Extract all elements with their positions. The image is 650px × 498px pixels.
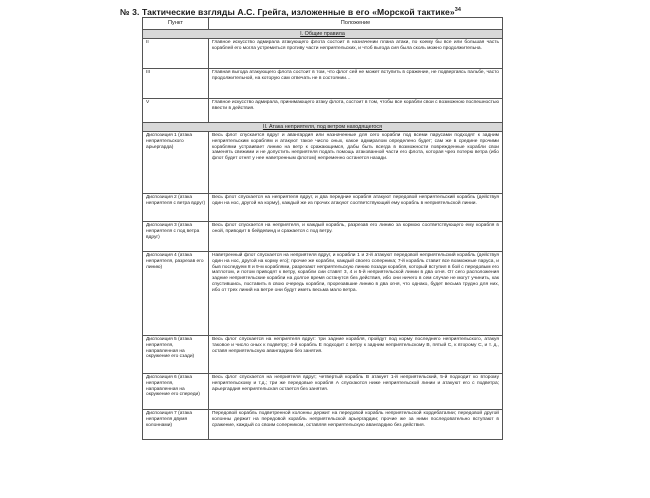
point-cell: III <box>143 69 209 99</box>
point-cell: Диспозиция 2 (атака неприятеля с ветра вдруг) <box>143 194 209 222</box>
table-header-row <box>143 18 503 30</box>
section-title: II. Атака неприятеля, под ветром находящегося <box>262 124 383 130</box>
table-row <box>143 252 503 336</box>
table-row <box>143 222 503 252</box>
header-point: Пункт <box>143 18 209 30</box>
position-cell: Главное искусство адмирала, принимающего атаку флота, состоит в том, чтобы все корабли свои с возможною поспешностью ввести в действия. <box>209 99 503 123</box>
table-row <box>143 410 503 440</box>
document-page <box>120 4 532 440</box>
point-cell: Диспозиция 4 (атака неприятеля, разрезав его линию) <box>143 252 209 336</box>
point-cell: II <box>143 39 209 69</box>
section-row <box>143 123 503 132</box>
point-cell: Диспозиция 7 (атака неприятеля двумя колоннами) <box>143 410 209 440</box>
caption-footnote-number: 34 <box>454 7 462 13</box>
position-cell: Весь флот спускается на неприятеля вдруг; четвертый корабль В атакует 1-й неприятельский, 5-й подходит ко второму неприятельскому и т.д.; три же передовые корабля А спускаются ниже неприятельской линии и атакуют его с подветра; арьергардия неприятельская остается без занятия. <box>209 374 503 410</box>
point-cell: Диспозиция 6 (атака неприятеля, направленная на окружение его спереди) <box>143 374 209 410</box>
table-row <box>143 132 503 194</box>
caption-text: № 3. Тактические взгляды А.С. Грейга, изложенные в его «Морской тактике» <box>120 6 455 17</box>
position-cell: Наветренный флот спускается на неприятеля вдруг, и корабли 1 и 2-й атакуют передовой неприятельский корабль (действуя один на нос, другой на корму его); прочие же корабли, каждый своего соперника; 7-й корабль ставит все возможные паруса, и быв последуем 8 и 9-м кораблями, разрезают неприятельскую линию позади корабля, который вступил в бой с передовым его матлотом, и потом приводят к ветру, корабли сии ставят 3, 4 и 5-й неприятельской линии в два огня. От сего расположения задние неприятельские корабли на долгое время останутся без действия, ибо они ничего в сем случае не могут учинить, как спустившись, поставить в свою очередь корабли, прорезавшие линию в два огня, что однако, будет весьма трудно для них, ибо от трех линий на ветре они будут иметь весьма мало ветра. <box>209 252 503 336</box>
table-row <box>143 374 503 410</box>
table-row <box>143 39 503 69</box>
point-cell: Диспозиция 5 (атака неприятеля, направленная на окружение его сзади) <box>143 336 209 374</box>
position-cell: Весь флот спускается вдруг и авангардия или назначенные для сего корабли под всеми парусами подходят к задним неприятельским кораблям и атакуют такое число оных, какое адмиралом определено будет; сам же в средине прочими кораблями устраивает линию на ветр к сражающимся, дабы быть всегда в возможности поврежденные корабли свои заменять свежими и не допустить неприятеля подать помощь атакованной части его флота, которая чрез потерю ветра (ибо флот будет отнят у нее наветренным флотом) непременно останется назади. <box>209 132 503 194</box>
position-cell: Передовой корабль подветренной колонны держит на передовой корабль неприятельской кордебаталии; передовой другой колонны держит на передовой корабль неприятельской арьергардии; прочие же за ними последовательно вступают в сражение, каждый со своим соперником, оставляя неприятельскую авангардию без действия. <box>209 410 503 440</box>
table-row <box>143 99 503 123</box>
section-row <box>143 30 503 39</box>
table-row <box>143 336 503 374</box>
point-cell: Диспозиция 3 (атака неприятеля с под ветра вдруг) <box>143 222 209 252</box>
table-row <box>143 194 503 222</box>
table-row <box>143 69 503 99</box>
section-heading <box>143 30 503 39</box>
document-caption <box>120 4 532 17</box>
point-cell: Диспозиция 1 (атака неприятельского арьергарда) <box>143 132 209 194</box>
position-cell: Весь флот спускается на неприятеля вдруг: три задние корабля, пройдут под корму последнего неприятельского, атакуя таковое и число оных к подветру; 4-й корабль Е подходит с ветру к задним неприятельскому В, пятый С, к второму С, и т. д., оставя неприятельскую авангардию без занятия. <box>209 336 503 374</box>
position-cell: Главное искусство адмирала атакующего флота состоит в назначении плана атаки, по коему бы все или большая часть кораблей его могла устремиться противу части неприятельских, и чтоб выгода сия была сколь можно продолжительна. <box>209 39 503 69</box>
position-cell: Весь флот спускается на неприятеля, и каждый корабль, разрезав его линию за кормою соответствующего ему корабля в оной, приводит в бейдевинд и сражается с под ветру. <box>209 222 503 252</box>
position-cell: Весь флот спускается на неприятеля вдруг, и два передние корабля атакуют передовой неприятельский корабль (действуя один на нос, другой на корму), каждый же из прочих атакуют соответствующий ему корабль в неприятельской линии. <box>209 194 503 222</box>
point-cell: V <box>143 99 209 123</box>
header-position: Положение <box>209 18 503 30</box>
tactics-table <box>142 17 503 440</box>
section-heading <box>143 123 503 132</box>
section-title: I. Общие правила <box>300 31 345 37</box>
position-cell: Главная выгода атакующего флота состоит в том, что флот сей не может вступить в сражение, не подвергаясь пальбе, часто продолжительной, на которую сам отвечать не в состоянии… <box>209 69 503 99</box>
